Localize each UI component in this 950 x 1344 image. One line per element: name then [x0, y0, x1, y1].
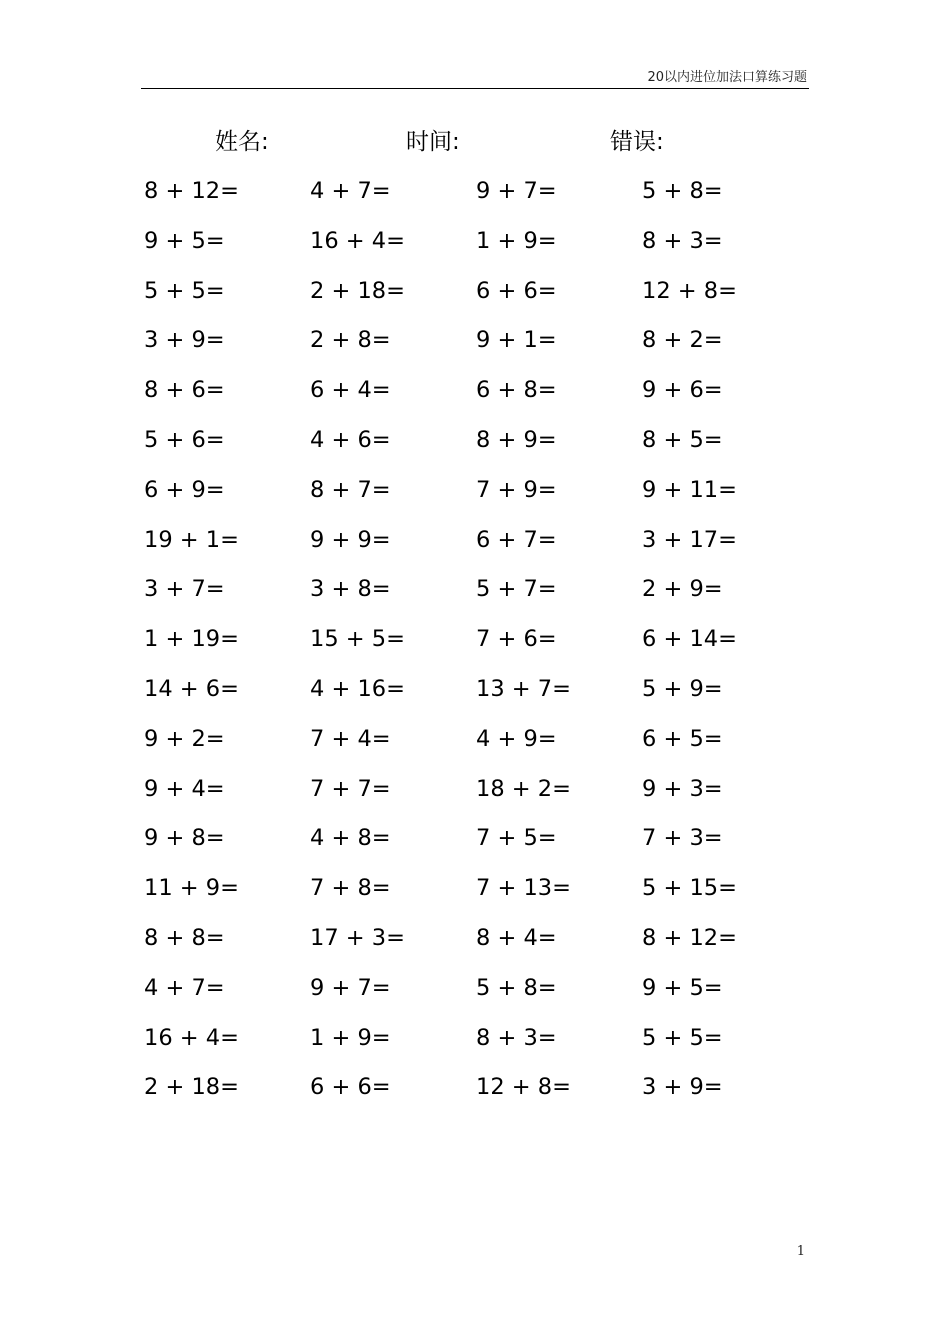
problem-item: 16 + 4=: [310, 227, 405, 254]
problem-row: [0, 817, 950, 867]
problem-item: 5 + 6=: [144, 426, 225, 453]
problem-item: 9 + 11=: [642, 476, 737, 503]
problem-row: [0, 668, 950, 718]
problem-row: [0, 917, 950, 967]
problem-item: 4 + 7=: [310, 178, 391, 204]
problem-item: 9 + 9=: [310, 526, 391, 553]
problem-grid: [0, 170, 950, 1116]
problem-row: [0, 170, 950, 220]
problem-item: 6 + 8=: [476, 377, 557, 404]
problem-item: 9 + 6=: [642, 377, 723, 404]
problem-item: 1 + 9=: [310, 1024, 391, 1051]
problem-row: [0, 270, 950, 320]
page-number: 1: [796, 1244, 805, 1259]
problem-row: [0, 967, 950, 1017]
problem-item: 7 + 13=: [476, 875, 571, 902]
problem-item: 7 + 5=: [476, 825, 557, 852]
problem-item: 8 + 12=: [144, 178, 239, 204]
problem-item: 7 + 6=: [476, 626, 557, 653]
problem-item: 2 + 18=: [144, 1074, 239, 1101]
header-rule: [141, 88, 809, 89]
problem-item: 9 + 8=: [144, 825, 225, 852]
problem-item: 5 + 7=: [476, 576, 557, 603]
errors-label: 错误:: [610, 129, 664, 155]
problem-item: 8 + 5=: [642, 426, 723, 453]
problem-item: 12 + 8=: [476, 1074, 571, 1101]
problem-item: 9 + 4=: [144, 775, 225, 802]
problem-row: [0, 1017, 950, 1067]
problem-item: 6 + 6=: [310, 1074, 391, 1101]
problem-item: 8 + 3=: [642, 227, 723, 254]
problem-row: [0, 568, 950, 618]
problem-row: [0, 867, 950, 917]
problem-item: 9 + 2=: [144, 725, 225, 752]
problem-item: 3 + 9=: [642, 1074, 723, 1101]
header-title: 20以内进位加法口算练习题: [647, 70, 807, 85]
problem-item: 8 + 9=: [476, 426, 557, 453]
problem-item: 17 + 3=: [310, 924, 405, 951]
problem-item: 7 + 8=: [310, 875, 391, 902]
problem-item: 8 + 12=: [642, 924, 737, 951]
problem-item: 6 + 7=: [476, 526, 557, 553]
problem-item: 2 + 8=: [310, 327, 391, 354]
problem-item: 14 + 6=: [144, 675, 239, 702]
problem-item: 6 + 6=: [476, 277, 557, 304]
problem-item: 8 + 6=: [144, 377, 225, 404]
name-label: 姓名:: [215, 129, 269, 155]
problem-item: 9 + 7=: [476, 178, 557, 204]
problem-item: 8 + 4=: [476, 924, 557, 951]
problem-item: 16 + 4=: [144, 1024, 239, 1051]
problem-item: 7 + 4=: [310, 725, 391, 752]
problem-item: 8 + 7=: [310, 476, 391, 503]
problem-item: 3 + 9=: [144, 327, 225, 354]
problem-item: 8 + 8=: [144, 924, 225, 951]
problem-item: 5 + 9=: [642, 675, 723, 702]
problem-item: 15 + 5=: [310, 626, 405, 653]
problem-row: [0, 1066, 950, 1116]
problem-item: 4 + 9=: [476, 725, 557, 752]
problem-row: [0, 469, 950, 519]
problem-item: 5 + 5=: [144, 277, 225, 304]
problem-row: [0, 220, 950, 270]
problem-row: [0, 369, 950, 419]
problem-row: [0, 519, 950, 569]
problem-item: 1 + 9=: [476, 227, 557, 254]
problem-item: 7 + 3=: [642, 825, 723, 852]
problem-item: 3 + 7=: [144, 576, 225, 603]
problem-row: [0, 718, 950, 768]
problem-item: 4 + 8=: [310, 825, 391, 852]
problem-item: 5 + 5=: [642, 1024, 723, 1051]
problem-item: 8 + 2=: [642, 327, 723, 354]
problem-item: 9 + 5=: [642, 974, 723, 1001]
problem-item: 7 + 9=: [476, 476, 557, 503]
problem-item: 8 + 3=: [476, 1024, 557, 1051]
problem-item: 9 + 7=: [310, 974, 391, 1001]
problem-item: 9 + 5=: [144, 227, 225, 254]
problem-row: [0, 419, 950, 469]
problem-item: 6 + 5=: [642, 725, 723, 752]
problem-item: 9 + 3=: [642, 775, 723, 802]
problem-item: 2 + 9=: [642, 576, 723, 603]
problem-item: 11 + 9=: [144, 875, 239, 902]
problem-item: 3 + 17=: [642, 526, 737, 553]
problem-item: 5 + 8=: [476, 974, 557, 1001]
problem-item: 3 + 8=: [310, 576, 391, 603]
problem-item: 12 + 8=: [642, 277, 737, 304]
problem-item: 18 + 2=: [476, 775, 571, 802]
problem-item: 4 + 6=: [310, 426, 391, 453]
problem-item: 5 + 15=: [642, 875, 737, 902]
problem-item: 2 + 18=: [310, 277, 405, 304]
time-label: 时间:: [406, 129, 460, 155]
problem-item: 6 + 14=: [642, 626, 737, 653]
problem-item: 7 + 7=: [310, 775, 391, 802]
problem-item: 13 + 7=: [476, 675, 571, 702]
problem-item: 4 + 7=: [144, 974, 225, 1001]
problem-row: [0, 768, 950, 818]
problem-item: 6 + 9=: [144, 476, 225, 503]
problem-row: [0, 319, 950, 369]
problem-item: 9 + 1=: [476, 327, 557, 354]
problem-item: 19 + 1=: [144, 526, 239, 553]
problem-row: [0, 618, 950, 668]
problem-item: 1 + 19=: [144, 626, 239, 653]
problem-item: 4 + 16=: [310, 675, 405, 702]
problem-item: 5 + 8=: [642, 178, 723, 204]
problem-item: 6 + 4=: [310, 377, 391, 404]
